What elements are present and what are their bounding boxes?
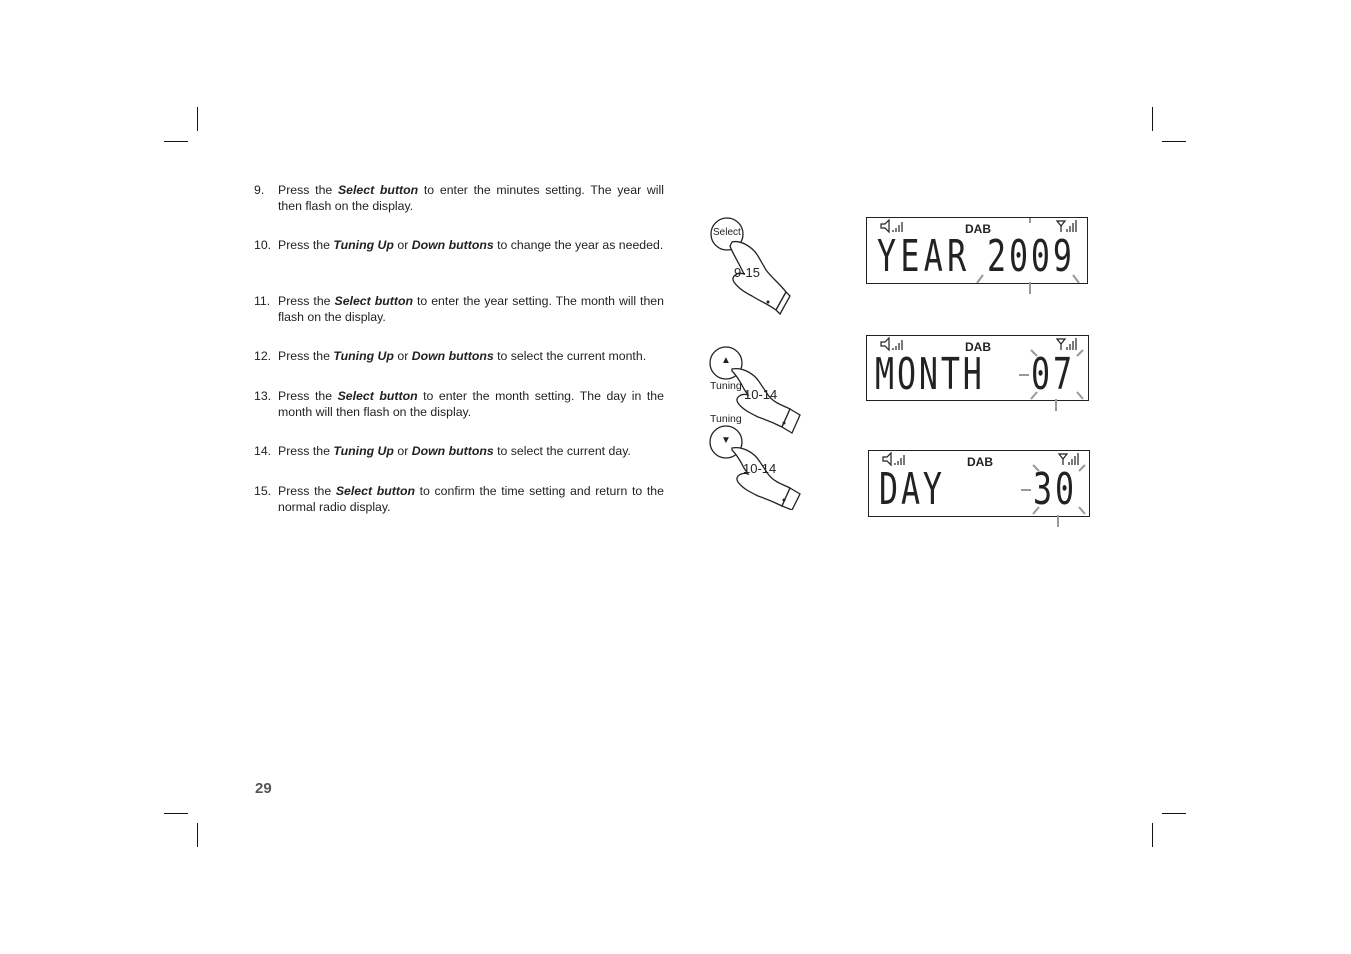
- step-text: Press the: [278, 238, 334, 252]
- step-button-name: Select button: [335, 484, 415, 498]
- step-text: or: [393, 349, 412, 363]
- step-button-name: Down buttons: [411, 349, 494, 363]
- step-number: 10.: [254, 238, 272, 252]
- lcd-value: 07: [1031, 349, 1075, 400]
- step-text: to select the current day.: [493, 444, 631, 458]
- step-text: to enter the minutes setting. The year will then flash on the display.: [278, 183, 664, 213]
- step-button-name: Select button: [337, 389, 418, 403]
- step-item: [254, 238, 664, 254]
- lcd-value: 2009: [987, 231, 1075, 282]
- step-text: Press the: [278, 349, 334, 363]
- step-text: or: [393, 444, 412, 458]
- step-item: [254, 183, 664, 215]
- crop-mark: [164, 141, 188, 142]
- step-text: Press the: [278, 183, 338, 197]
- lcd-display-month: [866, 335, 1089, 401]
- step-text: Press the: [278, 294, 335, 308]
- step-number: 13.: [254, 389, 272, 403]
- pointing-hand-icon: [732, 448, 790, 506]
- lcd-value: 30: [1033, 464, 1077, 515]
- band-label: DAB: [965, 340, 991, 354]
- step-item: [254, 444, 664, 460]
- crop-mark: [197, 107, 198, 131]
- tuning-label: Tuning: [710, 413, 742, 425]
- step-number: 15.: [254, 484, 272, 498]
- step-button-name: Tuning Up: [333, 444, 394, 458]
- select-button-label: Select: [713, 227, 741, 238]
- page-number: 29: [255, 780, 272, 797]
- crop-mark: [1162, 813, 1186, 814]
- step-text: or: [393, 238, 412, 252]
- step-text: Press the: [278, 484, 336, 498]
- step-item: [254, 484, 664, 516]
- step-text: Press the: [278, 389, 338, 403]
- step-item: [254, 389, 664, 421]
- lcd-label: YEAR: [877, 231, 971, 282]
- crop-mark: [1152, 107, 1153, 131]
- flash-rays: [1020, 282, 1040, 296]
- lcd-display-year: [866, 217, 1088, 284]
- band-label: DAB: [965, 222, 991, 236]
- flash-rays: [1046, 399, 1066, 413]
- step-number: 14.: [254, 444, 272, 458]
- crop-mark: [164, 813, 188, 814]
- step-button-name: Select button: [334, 294, 413, 308]
- step-text: to enter the year setting. The month will then flash on the display.: [278, 294, 664, 324]
- lcd-label: DAY: [879, 464, 945, 515]
- lcd-display-day: [868, 450, 1090, 517]
- step-text: to select the current month.: [493, 349, 647, 363]
- step-button-name: Down buttons: [411, 238, 494, 252]
- step-button-name: Tuning Up: [333, 349, 394, 363]
- step-text: to change the year as needed.: [493, 238, 664, 252]
- flash-rays: [1048, 515, 1068, 529]
- step-button-name: Select button: [337, 183, 419, 197]
- step-item: [254, 294, 664, 326]
- crop-mark: [1162, 141, 1186, 142]
- step-number: 9.: [254, 183, 265, 197]
- band-label: DAB: [967, 455, 993, 469]
- tuning-down-step-ref: 10-14: [743, 461, 777, 476]
- select-step-ref: 9-15: [734, 265, 761, 280]
- crop-mark: [197, 823, 198, 847]
- step-number: 12.: [254, 349, 272, 363]
- step-text: Press the: [278, 444, 334, 458]
- step-text: to confirm the time setting and return to the normal radio display.: [278, 484, 664, 514]
- up-arrow-icon: ▲: [721, 355, 731, 366]
- lcd-label: MONTH: [875, 349, 985, 400]
- step-text: to enter the month setting. The day in the month will then flash on the display.: [278, 389, 664, 419]
- crop-mark: [1152, 823, 1153, 847]
- tuning-up-step-ref: 10-14: [744, 387, 778, 402]
- tuning-label: Tuning: [710, 380, 742, 392]
- step-button-name: Tuning Up: [333, 238, 394, 252]
- step-number: 11.: [254, 294, 271, 308]
- step-button-name: Down buttons: [411, 444, 494, 458]
- step-item: [254, 349, 664, 365]
- down-arrow-icon: ▼: [721, 435, 731, 446]
